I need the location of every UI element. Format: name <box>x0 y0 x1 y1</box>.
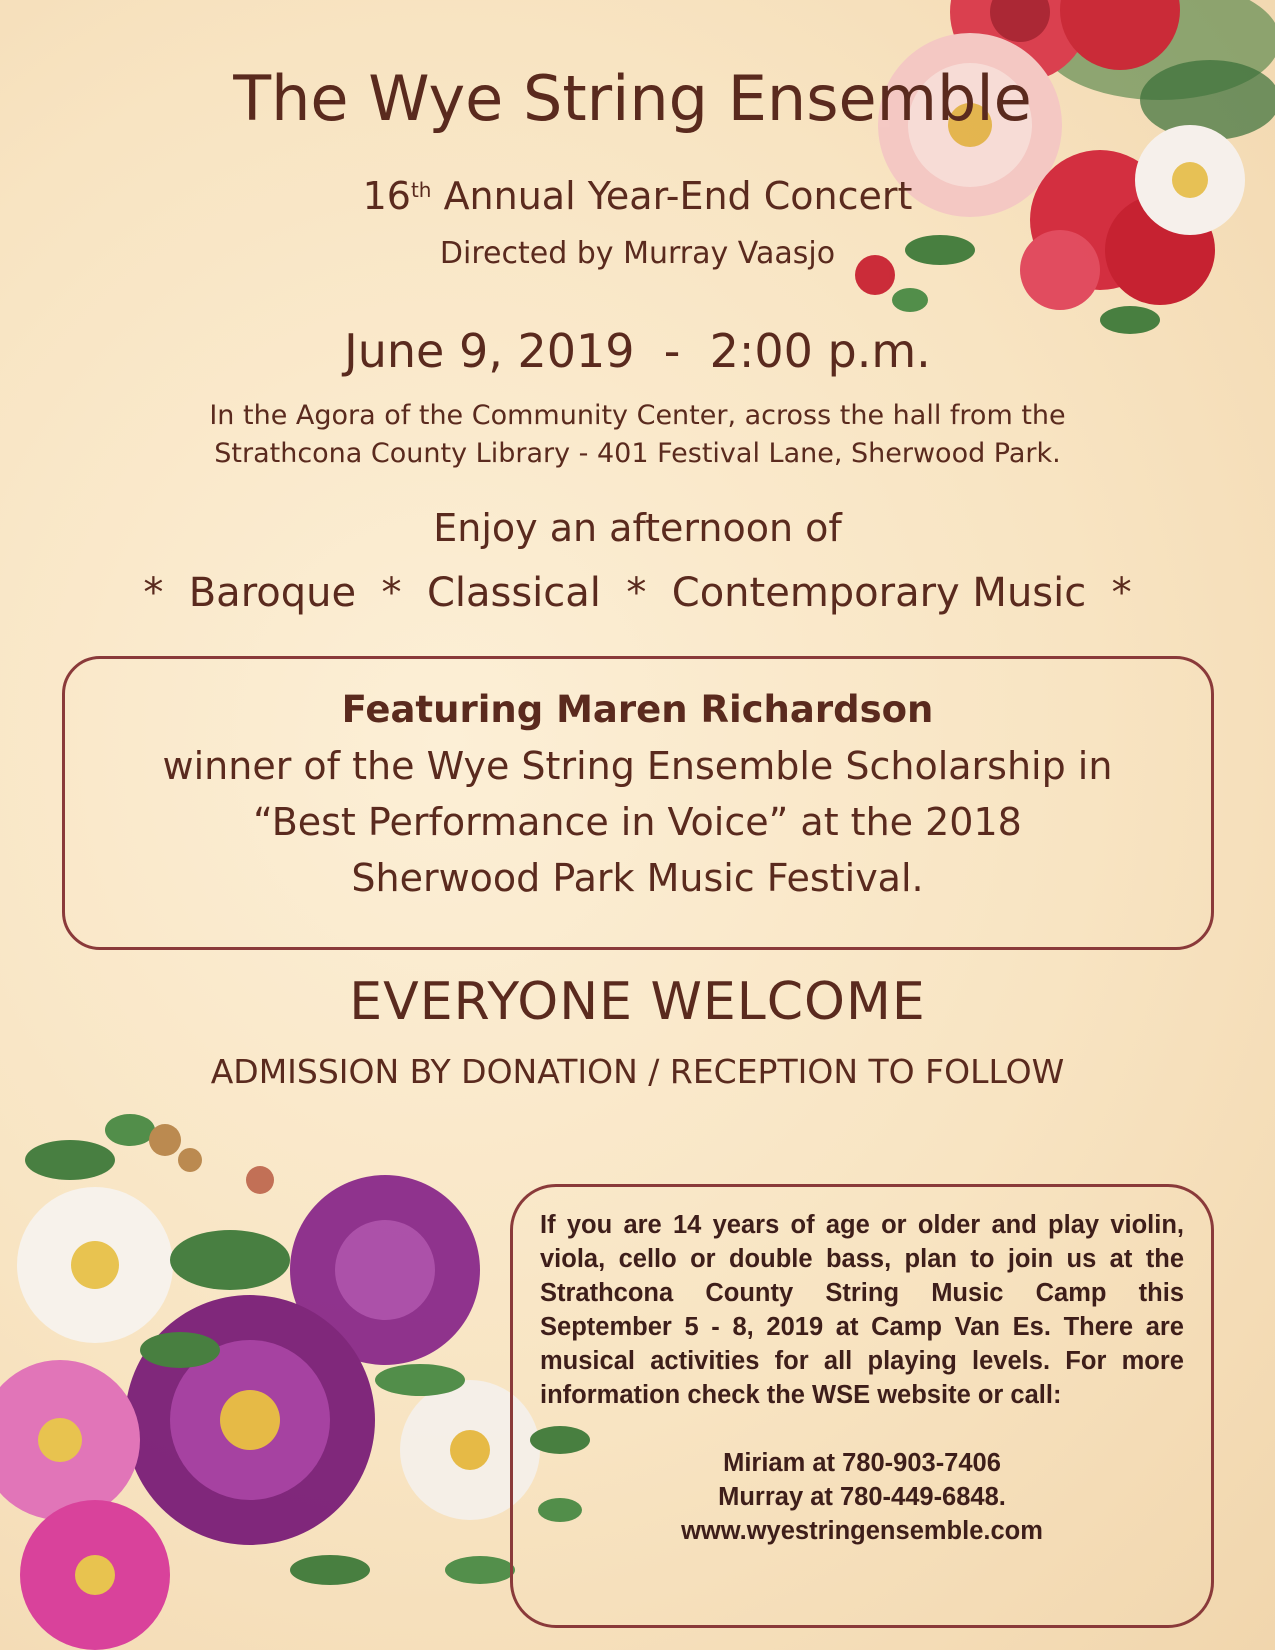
music-camp-text: If you are 14 years of age or older and play violin, viola, cello or double bass, plan to join us at the Strathcona County String Music Camp this September 5 - 8, 2019 at Camp Van Es. There are musical activities for all playing levels. For more information check the WSE website or call: <box>540 1211 1184 1409</box>
website-link[interactable]: www.wyestringensemble.com <box>681 1517 1043 1545</box>
welcome-headline: EVERYONE WELCOME <box>349 972 926 1032</box>
featured-artist-line-3: Sherwood Park Music Festival. <box>351 856 924 900</box>
program-intro: Enjoy an afternoon of <box>433 506 842 550</box>
subtitle-ordinal-suffix: th <box>410 178 432 202</box>
admission-note: ADMISSION BY DONATION / RECEPTION TO FOLLOW <box>210 1052 1065 1091</box>
subtitle-text: Annual Year-End Concert <box>443 174 913 218</box>
program-genres: * Baroque * Classical * Contemporary Music * <box>143 570 1132 616</box>
featured-artist-line-2: “Best Performance in Voice” at the 2018 <box>253 800 1022 844</box>
director-credit: Directed by Murray Vaasjo <box>439 236 836 271</box>
contact-murray: Murray at 780-449-6848. <box>718 1483 1006 1511</box>
concert-subtitle <box>0 174 1275 218</box>
subtitle-number: 16 <box>362 174 411 218</box>
venue-line-1: In the Agora of the Community Center, across the hall from the <box>209 400 1066 431</box>
venue-line-2: Strathcona County Library - 401 Festival Lane, Sherwood Park. <box>214 438 1061 469</box>
featured-artist-name: Featuring Maren Richardson <box>341 688 934 731</box>
featured-artist-line-1: winner of the Wye String Ensemble Scholarship in <box>162 744 1113 788</box>
flyer-title: The Wye String Ensemble <box>233 62 1032 135</box>
concert-date-time: June 9, 2019 - 2:00 p.m. <box>344 324 931 378</box>
contact-miriam: Miriam at 780-903-7406 <box>723 1449 1001 1477</box>
